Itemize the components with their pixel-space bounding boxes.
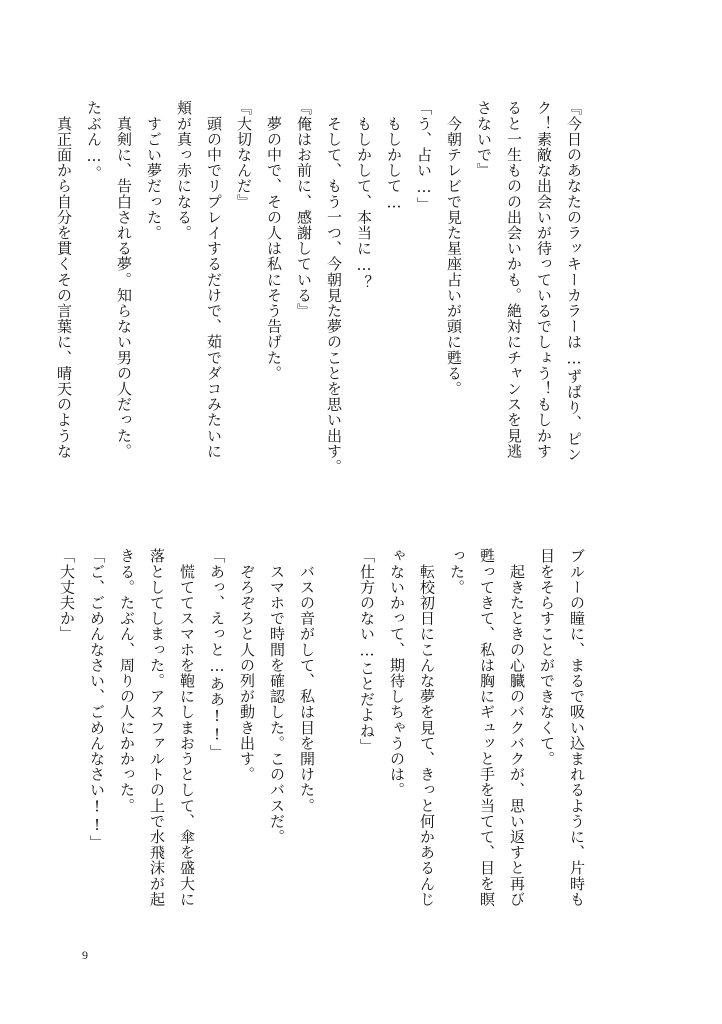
text-line: 「ご、ごめんなさい、ごめんなさい!!」 [88, 548, 106, 851]
text-line: 「う、占い…」 [415, 100, 433, 213]
text-line: さないで』 [475, 100, 493, 178]
text-line: ぞろぞろと人の列が動き出す。 [238, 548, 256, 782]
text-line: 頬が真っ赤になる。 [175, 100, 193, 241]
text-line: ゃないかって、期待しちゃうのは。 [388, 548, 406, 798]
text-line: ると一生ものの出会いかも。絶対にチャンスを見逃 [505, 100, 523, 459]
blank-line [322, 548, 352, 938]
text-line: 今朝テレビで見た星座占いが頭に甦る。 [445, 100, 463, 397]
text-line: 『大切なんだ』 [235, 100, 253, 210]
text-line: きる。たぶん、周りの人にかかった。 [118, 548, 136, 814]
text-block-upper [49, 100, 589, 490]
text-line: 「あっ、えっと…ああ!!」 [208, 548, 226, 760]
text-line: バスの音がして、私は目を開けた。 [298, 548, 316, 814]
text-line: ブルーの瞳に、まるで吸い込まれるように、片時も [568, 548, 586, 907]
text-line: スマホで時間を確認した。このバスだ。 [268, 548, 286, 845]
text-line: 甦ってきて、私は胸にギュッと手を当てて、目を瞑 [478, 548, 496, 907]
text-line: 落としてしまった。アスファルトの上で水飛沫が起 [148, 548, 166, 907]
text-line: 真正面から自分を貫くその言葉に、晴天のような [55, 100, 73, 459]
text-line: 夢の中で、その人は私にそう告げた。 [265, 100, 283, 381]
text-line: すごい夢だった。 [145, 100, 163, 241]
text-line: 『俺はお前に、感謝している』 [295, 100, 313, 319]
text-line: 頭の中でリプレイするだけで、茹でダコみたいに [205, 100, 223, 459]
text-line: もしかして… [385, 100, 403, 213]
text-line: 「大丈夫か」 [58, 548, 76, 642]
text-line: 慌ててスマホを鞄にしまおうとして、傘を盛大に [178, 548, 196, 907]
text-line: 起きたときの心臓のバクバクが、思い返すと再び [508, 548, 526, 907]
text-block-lower [52, 548, 592, 938]
text-line: 目をそらすことができなくて。 [538, 548, 556, 767]
text-line: 真剣に、告白される夢。知らない男の人だった。 [115, 100, 133, 459]
text-line: った。 [448, 548, 466, 595]
text-line: 「仕方のない…ことだよね」 [358, 548, 376, 754]
text-line: 『今日のあなたのラッキーカラーは…ずばり、ピン [565, 100, 583, 462]
text-line: たぶん…。 [85, 100, 103, 181]
page-number: 9 [82, 948, 88, 962]
text-line: ク！素敵な出会いが待っているでしょう！もしかす [535, 100, 553, 459]
text-line: もしかして、本当に…？ [355, 100, 373, 291]
text-line: そして、もう一つ、今朝見た夢のことを思い出す。 [325, 100, 343, 475]
text-line: 転校初日にこんな夢を見て、きっと何かあるんじ [418, 548, 436, 907]
